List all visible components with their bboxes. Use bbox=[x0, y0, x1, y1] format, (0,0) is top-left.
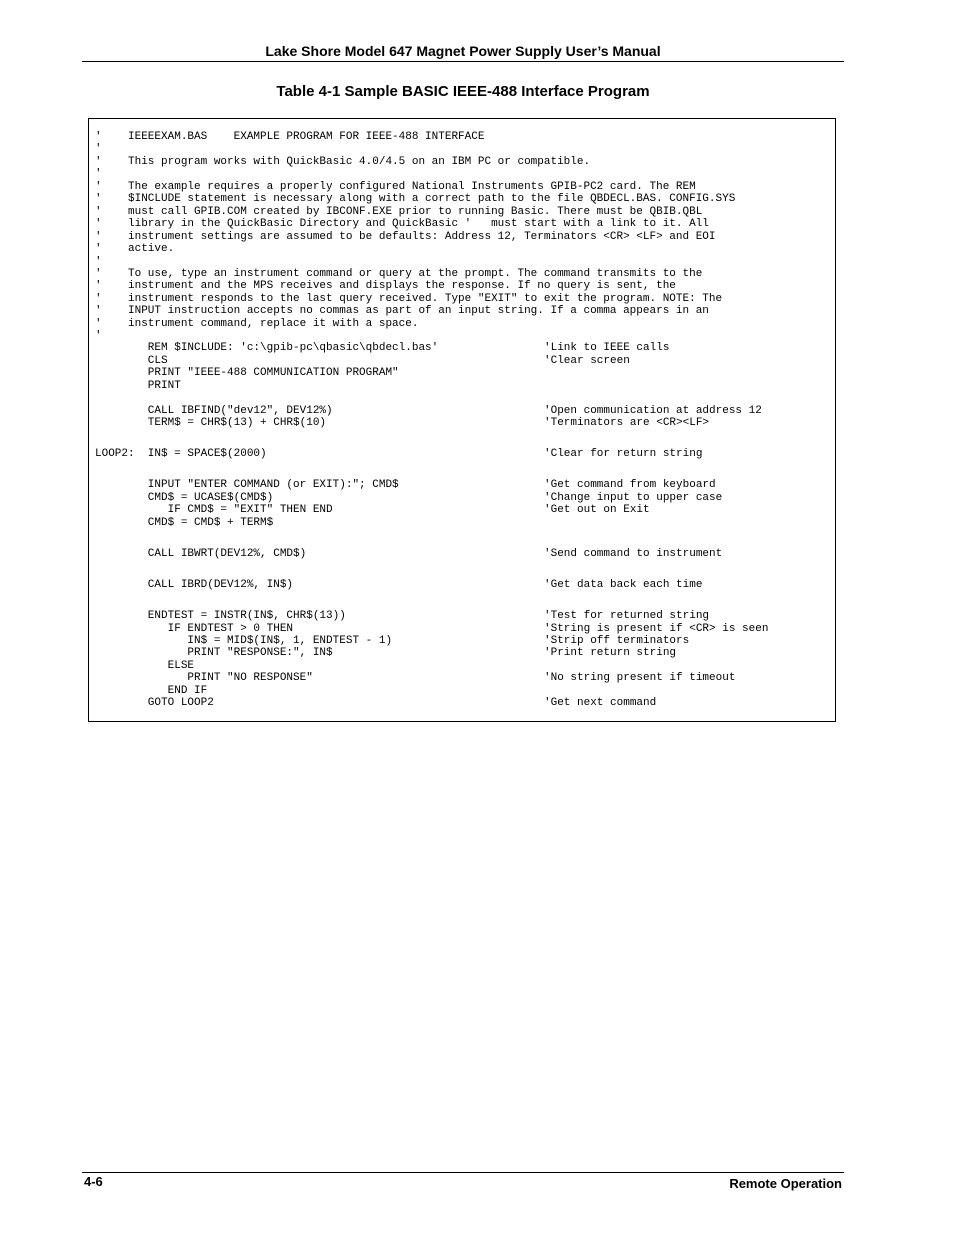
code-statement: ' IEEEEXAM.BAS EXAMPLE PROGRAM FOR IEEE-488 INTERFACE bbox=[95, 131, 485, 143]
code-comment: 'Get out on Exit bbox=[544, 504, 650, 516]
code-statement: ' INPUT instruction accepts no commas as part of an input string. If a comma appears in an bbox=[95, 305, 709, 317]
code-statement: ' instrument settings are assumed to be defaults: Address 12, Terminators <CR> <LF> and EOI bbox=[95, 231, 716, 243]
code-statement: PRINT bbox=[95, 380, 181, 392]
code-statement: ELSE bbox=[95, 660, 195, 672]
code-comment: 'Print return string bbox=[544, 647, 677, 659]
code-statement: ' library in the QuickBasic Directory and QuickBasic ' must start with a link to it. All bbox=[95, 218, 709, 230]
code-statement: ' To use, type an instrument command or query at the prompt. The command transmits to the bbox=[95, 268, 703, 280]
code-statement: IF ENDTEST > 0 THEN bbox=[95, 623, 294, 635]
code-statement: REM $INCLUDE: 'c:\gpib-pc\qbasic\qbdecl.bas' bbox=[95, 342, 439, 354]
code-statement: TERM$ = CHR$(13) + CHR$(10) bbox=[95, 417, 327, 429]
code-comment: 'Send command to instrument bbox=[544, 548, 723, 560]
code-statement: IF CMD$ = "EXIT" THEN END bbox=[95, 504, 333, 516]
code-statement: PRINT "NO RESPONSE" bbox=[95, 672, 313, 684]
code-statement: ' This program works with QuickBasic 4.0/4.5 on an IBM PC or compatible. bbox=[95, 156, 591, 168]
code-statement: PRINT "IEEE-488 COMMUNICATION PROGRAM" bbox=[95, 367, 399, 379]
code-statement: CMD$ = CMD$ + TERM$ bbox=[95, 517, 274, 529]
code-comment: 'Get next command bbox=[544, 697, 657, 709]
code-statement: GOTO LOOP2 bbox=[95, 697, 214, 709]
code-statement: END IF bbox=[95, 685, 208, 697]
code-comment: 'Clear for return string bbox=[544, 448, 703, 460]
code-statement: ' instrument responds to the last query received. Type "EXIT" to exit the program. NOTE: The bbox=[95, 293, 723, 305]
code-statement: INPUT "ENTER COMMAND (or EXIT):"; CMD$ bbox=[95, 479, 399, 491]
code-statement: ' active. bbox=[95, 243, 175, 255]
code-statement: ENDTEST = INSTR(IN$, CHR$(13)) bbox=[95, 610, 346, 622]
code-comment: 'Terminators are <CR><LF> bbox=[544, 417, 710, 429]
code-statement: CLS bbox=[95, 355, 168, 367]
code-statement: ' $INCLUDE statement is necessary along with a correct path to the file QBDECL.BAS. CONFIG.SYS bbox=[95, 193, 736, 205]
code-comment: 'Get data back each time bbox=[544, 579, 703, 591]
code-statement: PRINT "RESPONSE:", IN$ bbox=[95, 647, 333, 659]
footer-rule bbox=[82, 1172, 844, 1173]
code-statement: ' instrument and the MPS receives and displays the response. If no query is sent, the bbox=[95, 280, 676, 292]
page-number: 4-6 bbox=[84, 1174, 103, 1189]
code-statement: ' bbox=[95, 330, 102, 342]
code-comment: 'String is present if <CR> is seen bbox=[544, 623, 769, 635]
code-statement: ' instrument command, replace it with a space. bbox=[95, 318, 419, 330]
code-comment: 'Open communication at address 12 bbox=[544, 405, 762, 417]
code-statement: ' bbox=[95, 143, 102, 155]
code-statement: ' The example requires a properly configured National Instruments GPIB-PC2 card. The REM bbox=[95, 181, 696, 193]
code-statement: CALL IBFIND("dev12", DEV12%) bbox=[95, 405, 333, 417]
code-comment: 'Test for returned string bbox=[544, 610, 710, 622]
code-statement: ' bbox=[95, 168, 102, 180]
header-rule bbox=[82, 61, 844, 62]
code-comment: 'No string present if timeout bbox=[544, 672, 736, 684]
code-comment: 'Get command from keyboard bbox=[544, 479, 716, 491]
code-statement: ' bbox=[95, 256, 102, 268]
code-comment: 'Clear screen bbox=[544, 355, 630, 367]
code-statement: LOOP2: IN$ = SPACE$(2000) bbox=[95, 448, 267, 460]
code-comment: 'Strip off terminators bbox=[544, 635, 690, 647]
code-statement: CALL IBRD(DEV12%, IN$) bbox=[95, 579, 294, 591]
code-statement: IN$ = MID$(IN$, 1, ENDTEST - 1) bbox=[95, 635, 393, 647]
code-statement: CMD$ = UCASE$(CMD$) bbox=[95, 492, 274, 504]
code-comment: 'Change input to upper case bbox=[544, 492, 723, 504]
code-statement: CALL IBWRT(DEV12%, CMD$) bbox=[95, 548, 307, 560]
manual-title: Lake Shore Model 647 Magnet Power Supply User’s Manual bbox=[265, 43, 661, 59]
table-caption: Table 4-1 Sample BASIC IEEE-488 Interface Program bbox=[276, 83, 650, 100]
section-name: Remote Operation bbox=[729, 1176, 842, 1191]
code-statement: ' must call GPIB.COM created by IBCONF.EXE prior to running Basic. There must be QBIB.QBL bbox=[95, 206, 703, 218]
code-comment: 'Link to IEEE calls bbox=[544, 342, 670, 354]
